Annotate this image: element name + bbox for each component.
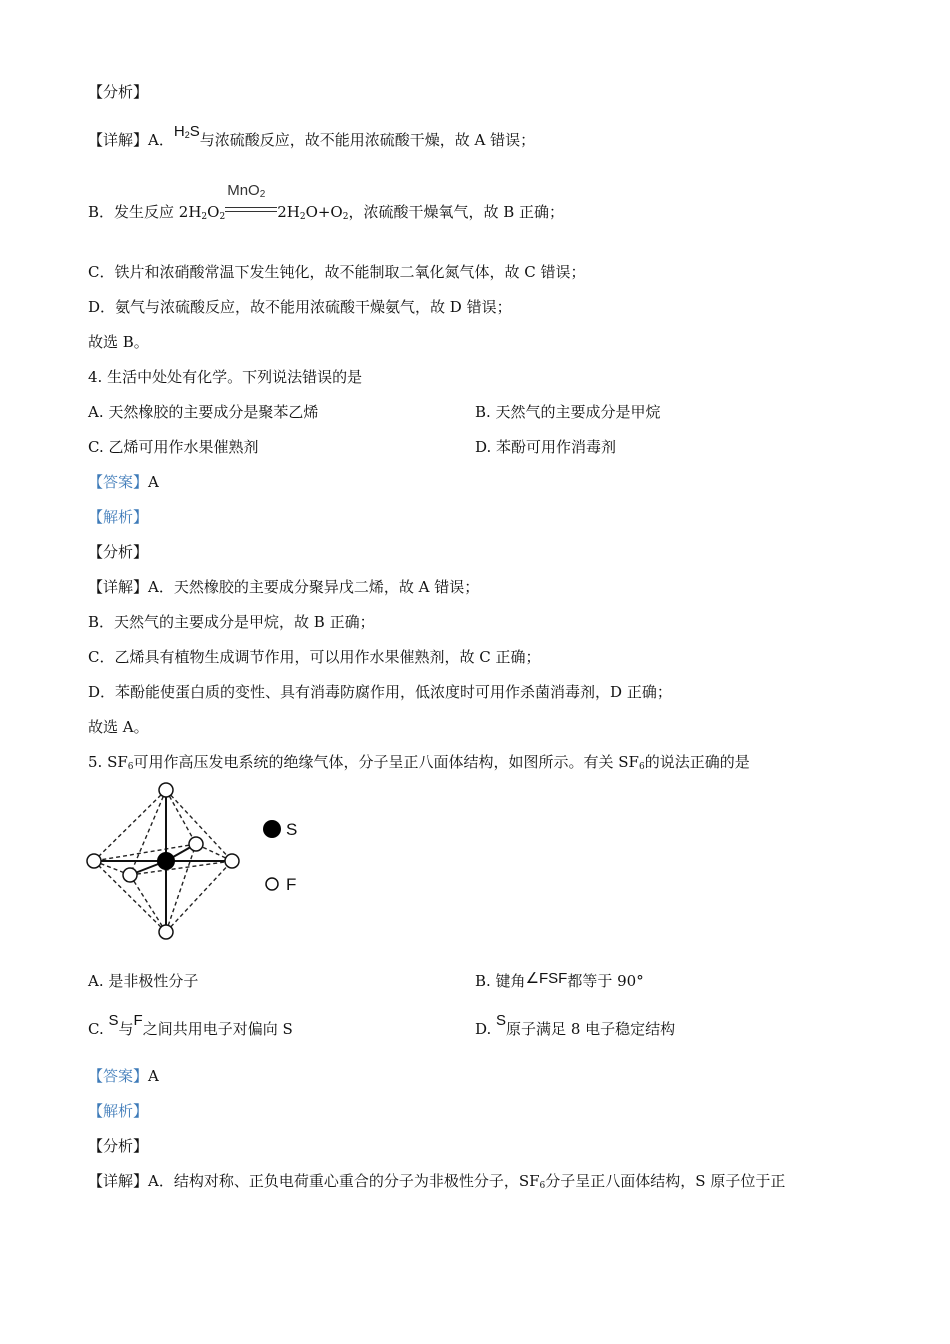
- q5-stem: 5. $SF_6$可用作高压发电系统的绝缘气体，分子呈正八面体结构，如图所示。有关 $SF_6$的说法正确的是: [88, 753, 750, 772]
- q4-option-a: A. 天然橡胶的主要成分是聚苯乙烯: [88, 403, 319, 421]
- s-atom-center: [157, 852, 175, 870]
- f-atom-bottom: [159, 925, 173, 939]
- q4-analysis-label: 【分析】: [88, 543, 149, 561]
- q5-explain-label: 【解析】: [88, 1102, 149, 1120]
- q4-detail-b: B．天然气的主要成分是甲烷，故 B 正确；: [88, 613, 375, 631]
- q4-detail-a: 【详解】A．天然橡胶的主要成分聚异戊二烯，故 A 错误；: [88, 578, 480, 596]
- f-atom-left: [87, 854, 101, 868]
- legend-f-marker: [266, 878, 278, 890]
- sf6-octahedron-diagram: [80, 778, 340, 948]
- legend-s-label: S: [286, 820, 298, 839]
- q4-detail-d: D．苯酚能使蛋白质的变性、具有消毒防腐作用，低浓度时可用作杀菌消毒剂，D 正确；: [88, 683, 672, 701]
- reaction-arrow-mno2: MnO$_2$: [225, 203, 277, 223]
- q3-detail-a: 【详解】A．$H_2S$与浓硫酸反应，故不能用浓硫酸干燥，故 A 错误；: [88, 123, 536, 149]
- q5-detail-a: 【详解】A．结构对称、正负电荷重心重合的分子为非极性分子，$SF_6$分子呈正八面体结构，S 原子位于正: [88, 1172, 786, 1191]
- q5-option-b: B. 键角∠FSF都等于 90°: [475, 970, 644, 990]
- q3-detail-d: D．氨气与浓硫酸反应，故不能用浓硫酸干燥氨气，故 D 错误；: [88, 298, 512, 316]
- q5-answer: 【答案】A: [88, 1067, 159, 1085]
- q5-analysis-label: 【分析】: [88, 1137, 149, 1155]
- q3-analysis-label: 【分析】: [88, 83, 149, 101]
- q3-conclusion: 故选 B。: [88, 333, 149, 351]
- q4-conclusion: 故选 A。: [88, 718, 149, 736]
- q4-option-c: C. 乙烯可用作水果催熟剂: [88, 438, 259, 456]
- q4-explain-label: 【解析】: [88, 508, 149, 526]
- q4-stem: 4. 生活中处处有化学。下列说法错误的是: [88, 368, 363, 386]
- q3-detail-b: B．发生反应 $2H_2O_2$ MnO$_2$ $2H_2O+O_2$，浓硫酸干燥氧气，故 B 正确；: [88, 182, 565, 222]
- q5-option-d: D. S原子满足 8 电子稳定结构: [475, 1012, 676, 1038]
- q4-detail-c: C．乙烯具有植物生成调节作用，可以用作水果催熟剂，故 C 正确；: [88, 648, 541, 666]
- f-atom-front: [123, 868, 137, 882]
- legend-s-marker: [263, 820, 281, 838]
- q5-option-a: A. 是非极性分子: [88, 972, 199, 990]
- q4-option-d: D. 苯酚可用作消毒剂: [475, 438, 617, 456]
- f-atom-right: [225, 854, 239, 868]
- formula-h2s: $H_2S$: [173, 123, 200, 140]
- q5-option-c: C. S与F之间共用电子对偏向 S: [88, 1012, 293, 1038]
- f-atom-top: [159, 783, 173, 797]
- q4-option-b: B. 天然气的主要成分是甲烷: [475, 403, 661, 421]
- legend-f-label: F: [286, 875, 297, 894]
- q3-detail-c: C．铁片和浓硝酸常温下发生钝化，故不能制取二氧化氮气体，故 C 错误；: [88, 263, 586, 281]
- f-atom-back: [189, 837, 203, 851]
- q4-answer: 【答案】A: [88, 473, 159, 491]
